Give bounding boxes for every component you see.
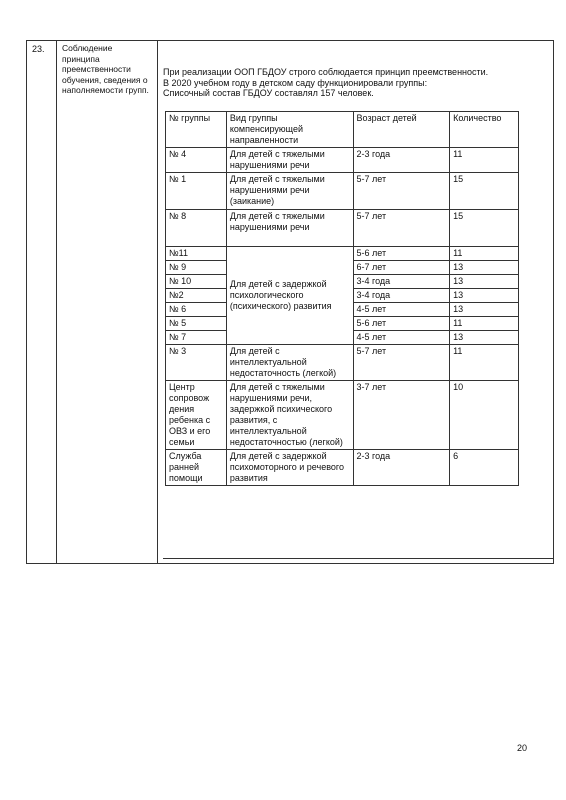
count-cell: 11	[450, 247, 519, 261]
intro-line: При реализации ООП ГБДОУ строго соблюдается принцип преемственности.	[163, 67, 489, 77]
table-row	[166, 173, 519, 210]
count-cell: 6	[450, 450, 519, 486]
group-cell: № 6	[166, 303, 227, 317]
groups-table	[165, 111, 519, 486]
table-row	[166, 148, 519, 173]
age-cell: 5-6 лет	[353, 317, 450, 331]
age-cell: 5-7 лет	[353, 173, 450, 210]
type-cell-merged: Для детей с задержкой психологического (психического) развития	[226, 247, 353, 345]
age-cell: 5-7 лет	[353, 210, 450, 247]
table-row	[166, 450, 519, 486]
header-count: Количество	[450, 112, 519, 148]
group-cell: № 5	[166, 317, 227, 331]
intro-text	[163, 67, 543, 99]
type-cell: Для детей с тяжелыми нарушениями речи	[226, 210, 353, 247]
group-cell: № 3	[166, 345, 227, 381]
count-cell: 15	[450, 173, 519, 210]
group-cell: № 10	[166, 275, 227, 289]
group-cell: № 7	[166, 331, 227, 345]
type-cell: Для детей с тяжелыми нарушениями речи (заикание)	[226, 173, 353, 210]
group-cell: № 9	[166, 261, 227, 275]
count-cell: 11	[450, 148, 519, 173]
age-cell: 2-3 года	[353, 148, 450, 173]
age-cell: 4-5 лет	[353, 331, 450, 345]
table-row	[166, 210, 519, 247]
age-cell: 5-6 лет	[353, 247, 450, 261]
group-cell: № 8	[166, 210, 227, 247]
age-cell: 3-7 лет	[353, 381, 450, 450]
type-cell: Для детей с интеллектуальной недостаточность (легкой)	[226, 345, 353, 381]
count-cell: 15	[450, 210, 519, 247]
count-cell: 13	[450, 289, 519, 303]
column-divider	[56, 41, 57, 563]
header-group: № группы	[166, 112, 227, 148]
table-row	[166, 345, 519, 381]
group-cell: № 1	[166, 173, 227, 210]
group-cell: Служба ранней помощи	[166, 450, 227, 486]
criterion-text: Соблюдение принципа преемственности обучения, сведения о наполняемости групп.	[62, 43, 149, 95]
age-cell: 2-3 года	[353, 450, 450, 486]
count-cell: 13	[450, 331, 519, 345]
count-cell: 13	[450, 303, 519, 317]
group-cell: № 4	[166, 148, 227, 173]
age-cell: 6-7 лет	[353, 261, 450, 275]
count-cell: 11	[450, 317, 519, 331]
age-cell: 3-4 года	[353, 275, 450, 289]
age-cell: 5-7 лет	[353, 345, 450, 381]
section-divider	[163, 558, 553, 559]
count-cell: 10	[450, 381, 519, 450]
age-cell: 4-5 лет	[353, 303, 450, 317]
criteria-table	[26, 40, 554, 564]
group-cell: №11	[166, 247, 227, 261]
count-cell: 11	[450, 345, 519, 381]
group-cell: Центр сопровож дения ребенка с ОВЗ и его семьи	[166, 381, 227, 450]
intro-line: Списочный состав ГБДОУ составлял 157 человек.	[163, 88, 374, 98]
header-type: Вид группы компенсирующей направленности	[226, 112, 353, 148]
table-header-row	[166, 112, 519, 148]
count-cell: 13	[450, 261, 519, 275]
row-number: 23.	[32, 44, 45, 54]
age-cell: 3-4 года	[353, 289, 450, 303]
page-number: 20	[517, 743, 528, 753]
intro-line: В 2020 учебном году в детском саду функционировали группы:	[163, 77, 428, 88]
table-row	[166, 247, 519, 261]
type-cell: Для детей с тяжелыми нарушениями речи	[226, 148, 353, 173]
type-cell: Для детей с задержкой психомоторного и речевого развития	[226, 450, 353, 486]
group-cell: №2	[166, 289, 227, 303]
table-row	[166, 381, 519, 450]
column-divider	[157, 41, 158, 563]
count-cell: 13	[450, 275, 519, 289]
type-cell: Для детей с тяжелыми нарушениями речи, задержкой психического развития, с интеллектуальной недостаточностью (легкой)	[226, 381, 353, 450]
header-age: Возраст детей	[353, 112, 450, 148]
